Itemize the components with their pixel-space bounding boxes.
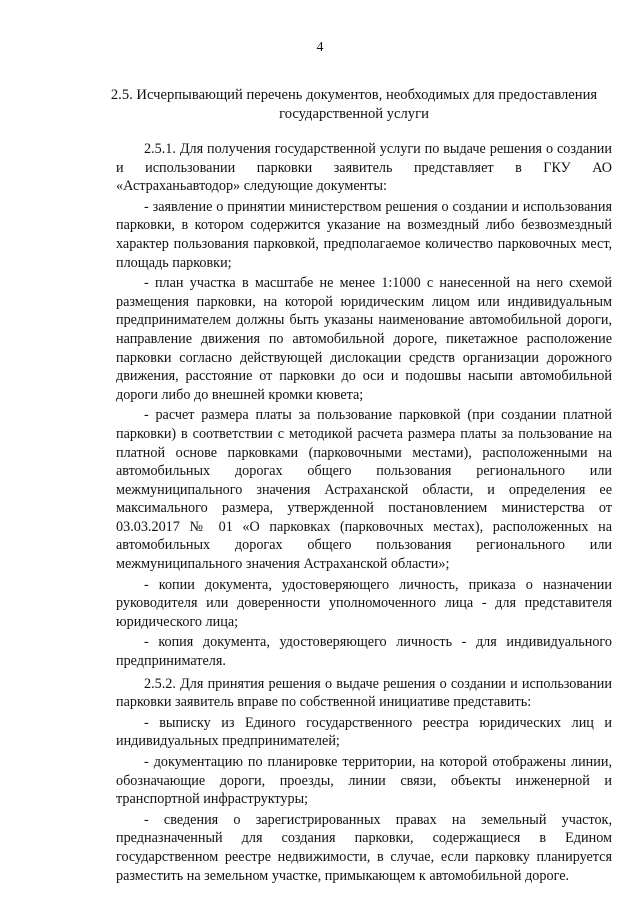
list-item: - заявление о принятии министерством решения о создании и использования парковки, в котором содержится указание на возмездный либо безвозмездный характер пользования парковкой, предполагаемое количество парковочных мест, площадь парковки; — [116, 198, 612, 271]
subsection-2-5-2-intro: 2.5.2. Для принятия решения о выдаче решения о создании и использовании парковки заявитель вправе по собственной инициативе представить: — [116, 675, 612, 711]
list-item: - план участка в масштабе не менее 1:1000 с нанесенной на него схемой размещения парковки, на которой юридическим лицом или индивидуальным предпринимателем должны быть указаны наименование автомобильной дороги, направление движения по автомобильной дороге, пикетажное расположение парковки согласно действующей дислокации средств организации дорожного движения, расстояние от парковки до оси и подошвы насыпи автомобильной дороги либо до внешней кромки кювета; — [116, 275, 612, 403]
list-item: - документацию по планировке территории, на которой отображены линии, обозначающие дороги, проезды, линии связи, объекты инженерной и транспортной инфраструктуры; — [116, 754, 612, 808]
list-item: - сведения о зарегистрированных правах на земельный участок, предназначенный для создания парковки, содержащиеся в Едином государственном реестре недвижимости, в случае, если парковку планируется разместить на земельном участке, примыкающем к автомобильной дороге. — [116, 811, 612, 884]
list-item: - копии документа, удостоверяющего личность, приказа о назначении руководителя или доверенности уполномоченного лица - для представителя юридического лица; — [116, 576, 612, 630]
document-body — [116, 140, 612, 885]
subsection-2-5-1-intro: 2.5.1. Для получения государственной услуги по выдаче решения о создании и использовании парковки заявитель представляет в ГКУ АО «Астраханьавтодор» следующие документы: — [116, 141, 612, 195]
list-item: - копия документа, удостоверяющего личность - для индивидуального предпринимателя. — [116, 634, 612, 670]
list-item: - расчет размера платы за пользование парковкой (при создании платной парковки) в соответствии с методикой расчета размера платы за пользование на платной основе парковками (парковочными местами), расположенными на автомобильных дорогах общего пользования регионального или межмуниципального значения Астраханской области, и определения ее максимального размера, утвержденной постановлением министерства от 03.03.2017 № 01 «О парковках (парковочных местах), расположенных на автомобильных дорогах общего пользования регионального или межмуниципального значения Астраханской области»; — [116, 407, 612, 573]
list-item: - выписку из Единого государственного реестра юридических лиц и индивидуальных предпринимателей; — [116, 714, 612, 750]
page-number: 4 — [316, 40, 324, 55]
section-title: 2.5. Исчерпывающий перечень документов, необходимых для предоставления государственной услуги — [110, 87, 598, 122]
